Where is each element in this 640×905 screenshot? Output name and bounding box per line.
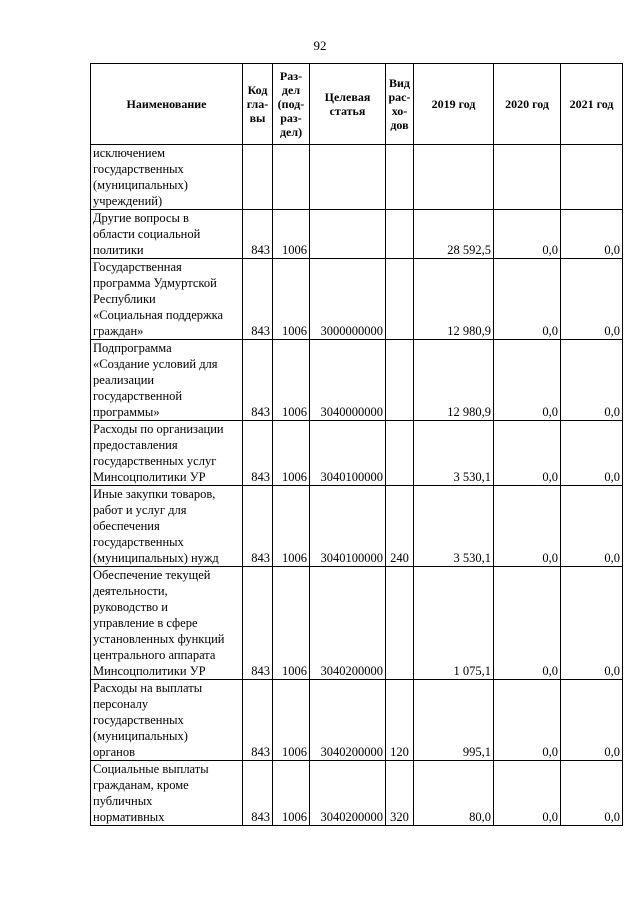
row-razdel: 1006 <box>273 210 310 259</box>
row-razdel: 1006 <box>273 421 310 486</box>
row-name: Расходы на выплаты персоналу государственных (муниципальных) органов <box>91 680 243 761</box>
row-2021: 0,0 <box>561 761 623 826</box>
row-razdel: 1006 <box>273 761 310 826</box>
row-name: Другие вопросы в области социальной политики <box>91 210 243 259</box>
row-razdel <box>273 145 310 210</box>
row-name: исключением государственных (муниципальных) учреждений) <box>91 145 243 210</box>
row-name: Социальные выплаты гражданам, кроме публичных нормативных <box>91 761 243 826</box>
row-kod: 843 <box>243 421 273 486</box>
table-row <box>91 567 623 680</box>
row-vid <box>386 567 414 680</box>
row-2019: 1 075,1 <box>414 567 494 680</box>
header-razdel: Раз- дел (под- раз- дел) <box>273 64 310 145</box>
header-2020: 2020 год <box>494 64 561 145</box>
row-vid <box>386 145 414 210</box>
row-tselevaya: 3000000000 <box>310 259 386 340</box>
row-tselevaya: 3040100000 <box>310 421 386 486</box>
row-kod: 843 <box>243 567 273 680</box>
row-2019 <box>414 145 494 210</box>
row-vid <box>386 421 414 486</box>
row-tselevaya: 3040100000 <box>310 486 386 567</box>
row-vid: 120 <box>386 680 414 761</box>
row-2021: 0,0 <box>561 680 623 761</box>
row-tselevaya: 3040200000 <box>310 567 386 680</box>
row-vid <box>386 340 414 421</box>
page-number: 92 <box>313 38 327 53</box>
table-row <box>91 259 623 340</box>
header-2019: 2019 год <box>414 64 494 145</box>
row-2019: 12 980,9 <box>414 259 494 340</box>
row-razdel: 1006 <box>273 259 310 340</box>
row-2021: 0,0 <box>561 567 623 680</box>
row-kod: 843 <box>243 210 273 259</box>
row-vid: 320 <box>386 761 414 826</box>
row-2020: 0,0 <box>494 421 561 486</box>
header-2021: 2021 год <box>561 64 623 145</box>
row-2020: 0,0 <box>494 567 561 680</box>
row-2019: 3 530,1 <box>414 421 494 486</box>
row-razdel: 1006 <box>273 567 310 680</box>
row-vid <box>386 210 414 259</box>
row-razdel: 1006 <box>273 680 310 761</box>
table-row <box>91 145 623 210</box>
row-name: Иные закупки товаров, работ и услуг для обеспечения государственных (муниципальных) нужд <box>91 486 243 567</box>
row-2020 <box>494 145 561 210</box>
row-tselevaya: 3040200000 <box>310 680 386 761</box>
row-vid: 240 <box>386 486 414 567</box>
table-header-row <box>91 64 623 145</box>
row-tselevaya: 3040200000 <box>310 761 386 826</box>
row-2021: 0,0 <box>561 486 623 567</box>
row-kod: 843 <box>243 259 273 340</box>
row-2021: 0,0 <box>561 210 623 259</box>
row-2020: 0,0 <box>494 210 561 259</box>
row-name: Расходы по организации предоставления государственных услуг Минсоцполитики УР <box>91 421 243 486</box>
row-2021: 0,0 <box>561 340 623 421</box>
header-name: Наименование <box>91 64 243 145</box>
row-2020: 0,0 <box>494 761 561 826</box>
row-name: Государственная программа Удмуртской Республики «Социальная поддержка граждан» <box>91 259 243 340</box>
row-2019: 28 592,5 <box>414 210 494 259</box>
row-2021: 0,0 <box>561 421 623 486</box>
row-razdel: 1006 <box>273 486 310 567</box>
row-2020: 0,0 <box>494 486 561 567</box>
table-row <box>91 486 623 567</box>
table-row <box>91 340 623 421</box>
row-2019: 3 530,1 <box>414 486 494 567</box>
row-name: Обеспечение текущей деятельности, руководство и управление в сфере установленных функций центрального аппарата Минсоцполитики УР <box>91 567 243 680</box>
row-2019: 80,0 <box>414 761 494 826</box>
header-vid: Вид рас- хо- дов <box>386 64 414 145</box>
row-razdel: 1006 <box>273 340 310 421</box>
header-kod: Код гла- вы <box>243 64 273 145</box>
table-row <box>91 210 623 259</box>
row-kod: 843 <box>243 486 273 567</box>
row-2019: 12 980,9 <box>414 340 494 421</box>
row-2020: 0,0 <box>494 340 561 421</box>
row-tselevaya <box>310 145 386 210</box>
row-tselevaya: 3040000000 <box>310 340 386 421</box>
row-2020: 0,0 <box>494 680 561 761</box>
row-tselevaya <box>310 210 386 259</box>
table-row <box>91 680 623 761</box>
row-2021: 0,0 <box>561 259 623 340</box>
row-kod <box>243 145 273 210</box>
row-kod: 843 <box>243 761 273 826</box>
row-kod: 843 <box>243 340 273 421</box>
row-2020: 0,0 <box>494 259 561 340</box>
row-name: Подпрограмма «Создание условий для реализации государственной программы» <box>91 340 243 421</box>
row-kod: 843 <box>243 680 273 761</box>
row-2021 <box>561 145 623 210</box>
header-tselevaya: Целевая статья <box>310 64 386 145</box>
budget-table <box>90 63 623 826</box>
table-row <box>91 421 623 486</box>
table-row <box>91 761 623 826</box>
row-2019: 995,1 <box>414 680 494 761</box>
row-vid <box>386 259 414 340</box>
